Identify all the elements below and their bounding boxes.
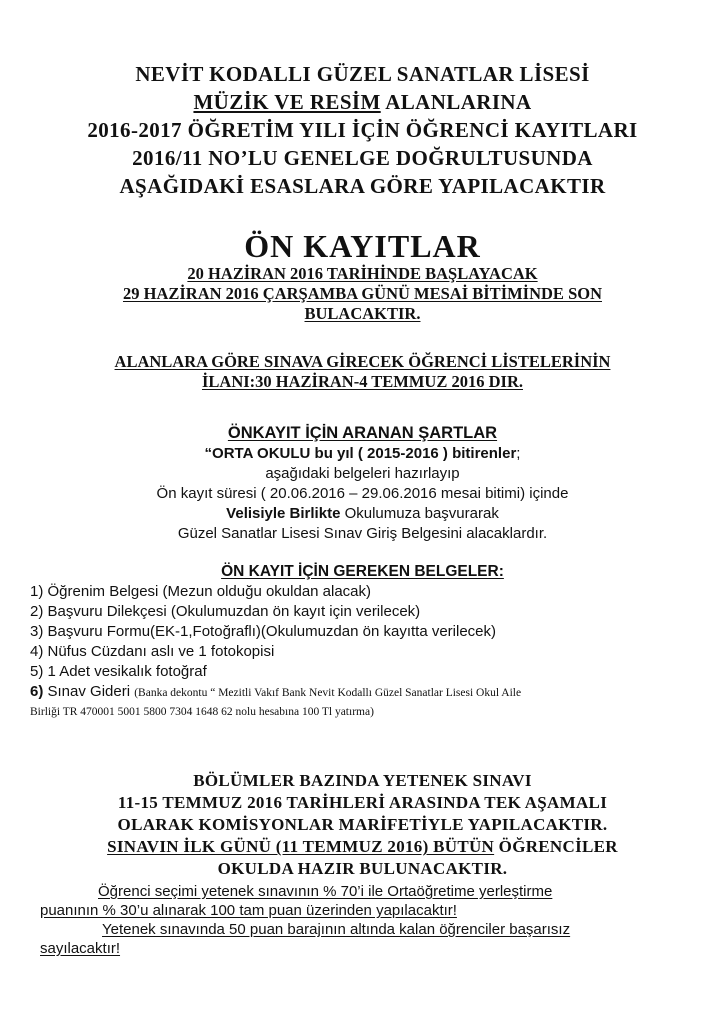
requirements-line-1-rest: ; [516,445,521,462]
requirements-line-4 [30,504,695,524]
pre-registration-heading: ÖN KAYITLAR [244,228,481,264]
requirements-line-3: Ön kayıt süresi ( 20.06.2016 – 29.06.2016 mesai bitimi) içinde [156,485,569,502]
selection-line-2: puanının % 30’u alınarak 100 tam puan üzerinden yapılacaktır! [40,902,457,919]
list-item-number: 3) [30,623,44,640]
list-announcement-line-2: İLANI:30 HAZİRAN-4 TEMMUZ 2016 DIR. [201,372,523,391]
list-item-number: 2) [30,603,44,620]
list-item [30,622,710,642]
selection-line-4: sayılacaktır! [40,940,121,957]
aptitude-exam-line-1: BÖLÜMLER BAZINDA YETENEK SINAVI [193,771,532,790]
selection-line-1: Öğrenci seçimi yetenek sınavının % 70’i ile Ortaöğretime yerleştirme [98,883,553,900]
requirements-section [30,423,695,544]
aptitude-exam-line-2: 11-15 TEMMUZ 2016 TARİHLERİ ARASINDA TEK AŞAMALI [117,793,608,812]
title-line-4: 2016/11 NO’LU GENELGE DOĞRULTUSUNDA [132,146,593,170]
requirements-heading: ÖNKAYIT İÇİN ARANAN ŞARTLAR [227,424,498,442]
list-item [30,642,710,662]
aptitude-exam-line-4-underlined: SINAVIN İLK GÜNÜ (11 TEMMUZ 2016) BÜTÜN [107,837,495,856]
aptitude-exam-line-4-rest: ÖĞRENCİLER [494,837,618,856]
list-item-text: Başvuru Dilekçesi (Okulumuzdan ön kayıt için verilecek) [43,603,421,620]
list-item-text: Başvuru Formu(EK-1,Fotoğraflı)(Okulumuzdan ön kayıtta verilecek) [43,623,497,640]
requirements-line-5: Güzel Sanatlar Lisesi Sınav Giriş Belgesini alacaklardır. [177,525,548,542]
title-line-3: 2016-2017 ÖĞRETİM YILI İÇİN ÖĞRENCİ KAYITLARI [87,118,638,142]
list-item-text: 1 Adet vesikalık fotoğraf [43,663,207,680]
aptitude-exam-line-5: OKULDA HAZIR BULUNACAKTIR. [217,859,508,878]
list-announcement-line-1: ALANLARA GÖRE SINAVA GİRECEK ÖĞRENCİ LİSTELERİNİN [114,352,611,371]
requirements-line-1 [30,444,695,464]
list-item-exam-fee [30,682,710,703]
list-item-number: 4) [30,643,44,660]
title-line-5: AŞAĞIDAKİ ESASLARA GÖRE YAPILACAKTIR [119,174,606,198]
announcement-title [30,60,695,200]
pre-registration-dates [30,264,695,324]
list-item [30,602,710,622]
title-line-2 [30,88,695,116]
list-item-number: 1) [30,583,44,600]
exam-fee-detail-continued: Birliği TR 470001 5001 5800 7304 1648 62 nolu hesabına 100 Tl yatırma) [30,706,374,718]
title-fields-underlined: MÜZİK VE RESİM [193,90,381,114]
list-item-text: Öğrenim Belgesi (Mezun olduğu okuldan alacak) [43,583,372,600]
exam-fee-detail: (Banka dekontu “ Mezitli Vakıf Bank Nevit Kodallı Güzel Sanatlar Lisesi Okul Aile [134,687,522,699]
title-line-1: NEVİT KODALLI GÜZEL SANATLAR LİSESİ [135,62,590,86]
list-item-text: Nüfus Cüzdanı aslı ve 1 fotokopisi [43,643,275,660]
list-announcement [30,352,695,392]
pre-registration-end-2: BULACAKTIR. [304,304,421,323]
pre-registration-start: 20 HAZİRAN 2016 TARİHİNDE BAŞLAYACAK [187,264,538,283]
requirements-line-4-bold: Velisiyle Birlikte [226,505,341,522]
list-item-number: 6) [30,683,44,700]
list-item-text: Sınav Gideri [43,683,135,700]
requirements-line-2: aşağıdaki belgeleri hazırlayıp [265,465,460,482]
requirements-line-4-rest: Okulumuza başvurarak [340,505,499,522]
aptitude-exam-line-4 [30,836,695,858]
requirements-line-1-bold: “ORTA OKULU bu yıl ( 2015-2016 ) bitirenler [204,445,517,462]
documents-list [30,582,710,721]
aptitude-exam-section [30,770,695,880]
aptitude-exam-line-3: OLARAK KOMİSYONLAR MARİFETİYLE YAPILACAKTIR. [117,815,608,834]
documents-heading: ÖN KAYIT İÇİN GEREKEN BELGELER: [221,563,504,580]
title-line-2-rest: ALANLARINA [380,90,532,114]
selection-line-3: Yetenek sınavında 50 puan barajının altında kalan öğrenciler başarısız [102,921,571,938]
pre-registration-end-1: 29 HAZİRAN 2016 ÇARŞAMBA GÜNÜ MESAİ BİTİMİNDE SON [122,284,602,303]
list-item [30,582,710,602]
list-item-number: 5) [30,663,44,680]
list-item [30,662,710,682]
selection-rules [40,882,700,958]
